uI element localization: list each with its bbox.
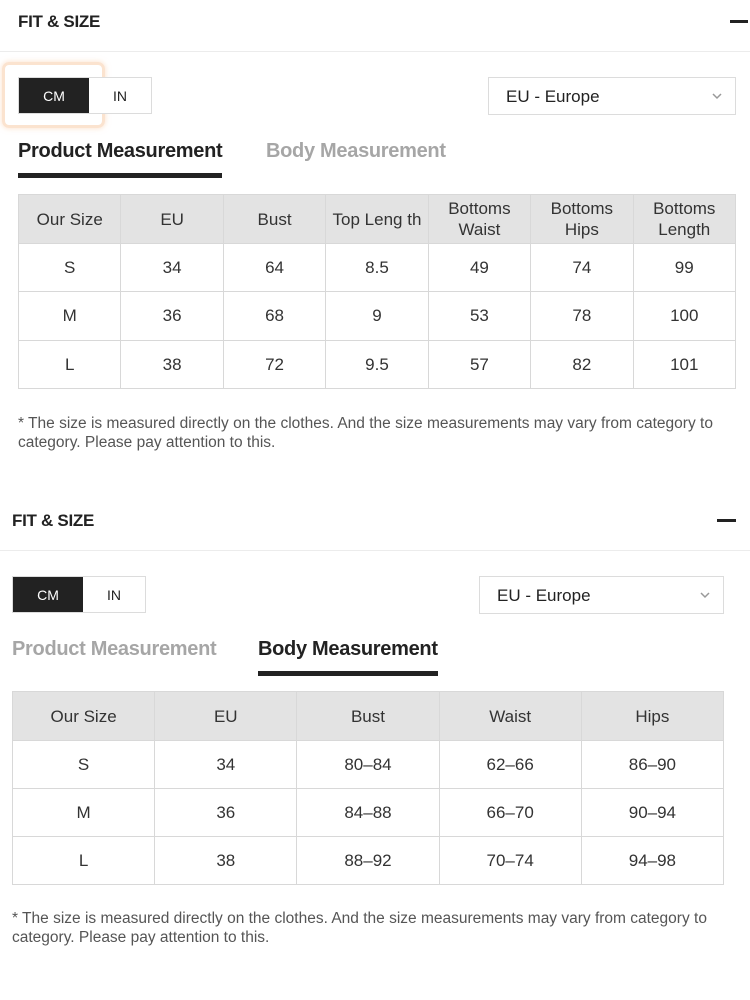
column-header: Waist [439,692,581,741]
tab-body-measurement[interactable]: Body Measurement [266,140,446,162]
measurement-tabs [12,638,512,678]
table-cell: 78 [531,292,633,341]
table-row [19,341,736,389]
table-cell: 34 [121,244,223,292]
measurement-tabs [18,140,518,180]
table-row [19,292,736,341]
table-cell: 100 [633,292,735,341]
table-cell: 9 [326,292,428,341]
collapse-icon[interactable] [730,20,748,23]
column-header: Bottoms Length [633,195,735,244]
table-cell: 62–66 [439,741,581,789]
table-cell: 94–98 [581,837,723,885]
tab-product-measurement[interactable]: Product Measurement [18,140,222,178]
table-cell: 82 [531,341,633,389]
tab-body-measurement[interactable]: Body Measurement [258,638,438,676]
table-cell: 101 [633,341,735,389]
table-cell: 88–92 [297,837,439,885]
column-header: Top Leng th [326,195,428,244]
table-cell: 72 [223,341,325,389]
table-cell: L [19,341,121,389]
table-header-row [13,692,724,741]
chevron-down-icon [699,589,711,601]
column-header: Our Size [13,692,155,741]
fit-size-header-1[interactable] [0,0,750,52]
chevron-down-icon [711,90,723,102]
table-cell: 57 [428,341,530,389]
table-cell: S [19,244,121,292]
collapse-icon[interactable] [717,519,736,522]
table-cell: 74 [531,244,633,292]
column-header: EU [121,195,223,244]
table-row [19,244,736,292]
table-cell: 66–70 [439,789,581,837]
region-selected-value: EU - Europe [506,87,600,106]
column-header: Bust [297,692,439,741]
table-cell: S [13,741,155,789]
size-note: * The size is measured directly on the clothes. And the size measurements may vary from category to category. Please pay attention to this. [18,415,713,451]
table-cell: 38 [155,837,297,885]
table-cell: 64 [223,244,325,292]
table-cell: 36 [155,789,297,837]
table-cell: 34 [155,741,297,789]
column-header: EU [155,692,297,741]
section-title: FIT & SIZE [18,12,101,31]
table-cell: 70–74 [439,837,581,885]
fit-size-header-2[interactable] [0,499,750,551]
table-cell: 68 [223,292,325,341]
column-header: Hips [581,692,723,741]
table-row [13,837,724,885]
table-cell: 84–88 [297,789,439,837]
table-cell: M [19,292,121,341]
region-select[interactable] [479,576,724,614]
table-cell: 9.5 [326,341,428,389]
column-header: Bust [223,195,325,244]
column-header: Bottoms Waist [428,195,530,244]
region-selected-value: EU - Europe [497,586,591,605]
table-cell: L [13,837,155,885]
table-cell: 53 [428,292,530,341]
product-size-table [18,194,736,389]
section-title: FIT & SIZE [12,511,95,530]
unit-toggle [12,576,146,613]
column-header: Our Size [19,195,121,244]
region-select[interactable] [488,77,736,115]
table-cell: 80–84 [297,741,439,789]
body-size-table [12,691,724,885]
unit-in-button[interactable]: IN [83,577,145,612]
table-cell: 36 [121,292,223,341]
size-note: * The size is measured directly on the clothes. And the size measurements may vary from category to category. Please pay attention to this. [12,910,707,946]
unit-in-button[interactable]: IN [89,78,151,113]
table-cell: 49 [428,244,530,292]
column-header: Bottoms Hips [531,195,633,244]
table-cell: 8.5 [326,244,428,292]
table-cell: M [13,789,155,837]
table-cell: 86–90 [581,741,723,789]
table-cell: 99 [633,244,735,292]
unit-toggle [18,77,152,114]
table-row [13,741,724,789]
table-header-row [19,195,736,244]
table-row [13,789,724,837]
unit-cm-button[interactable]: CM [19,78,89,113]
table-cell: 38 [121,341,223,389]
unit-cm-button[interactable]: CM [13,577,83,612]
table-cell: 90–94 [581,789,723,837]
tab-product-measurement[interactable]: Product Measurement [12,638,217,660]
